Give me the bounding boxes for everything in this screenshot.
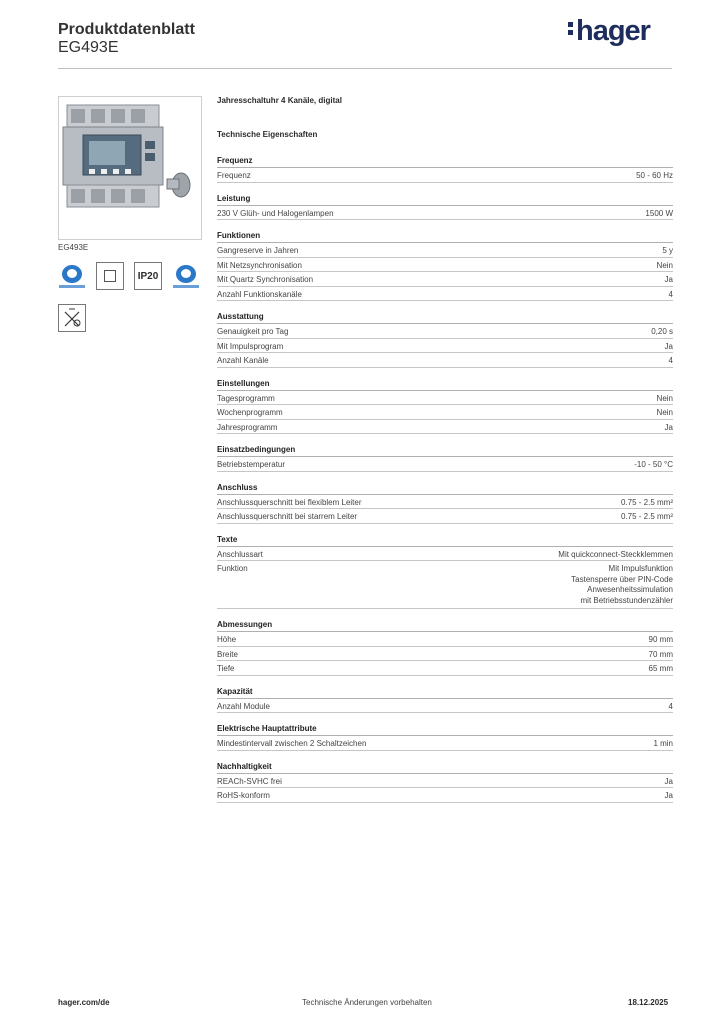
spec-label: Anschlussart bbox=[217, 549, 263, 559]
section-heading: Anschluss bbox=[217, 483, 673, 495]
quickconnect-icon-2 bbox=[172, 262, 200, 290]
spec-value: 0.75 - 2.5 mm² bbox=[620, 497, 673, 507]
spec-value: Ja bbox=[664, 776, 673, 786]
spec-label: Wochenprogramm bbox=[217, 408, 283, 417]
spec-row bbox=[217, 774, 673, 789]
spec-label: REACh-SVHC frei bbox=[217, 776, 282, 786]
spec-row bbox=[217, 258, 673, 273]
spec-value: 70 mm bbox=[648, 649, 673, 659]
spec-row bbox=[217, 287, 673, 302]
spec-value: Ja bbox=[664, 275, 673, 284]
spec-value: 1 min bbox=[653, 739, 673, 748]
spec-label: Anschlussquerschnitt bei starrem Leiter bbox=[217, 512, 358, 521]
spec-value: 4 bbox=[668, 356, 673, 365]
spec-row bbox=[217, 206, 673, 221]
spec-value-line: mit Betriebsstundenzähler bbox=[580, 595, 673, 605]
spec-section bbox=[217, 312, 673, 368]
double-insulation-icon bbox=[96, 262, 124, 290]
spec-row bbox=[217, 339, 673, 354]
spec-label: 230 V Glüh- und Halogenlampen bbox=[217, 208, 334, 218]
logo-dots-icon bbox=[568, 19, 574, 38]
spec-value-line: Tastensperre über PIN-Code bbox=[571, 574, 673, 584]
page-title: Produktdatenblatt bbox=[58, 21, 195, 38]
section-heading: Leistung bbox=[217, 194, 673, 206]
spec-value: 0,20 s bbox=[651, 327, 673, 336]
spec-label: Mit Netzsynchronisation bbox=[217, 260, 302, 270]
spec-value: Nein bbox=[656, 393, 673, 403]
spec-label: RoHS-konform bbox=[217, 791, 270, 800]
spec-row bbox=[217, 509, 673, 524]
spec-label: Breite bbox=[217, 649, 238, 659]
spec-row bbox=[217, 405, 673, 420]
spec-row bbox=[217, 353, 673, 368]
spec-label: Anzahl Module bbox=[217, 701, 270, 711]
spec-section bbox=[217, 156, 673, 183]
spec-row bbox=[217, 632, 673, 647]
spec-section bbox=[217, 483, 673, 524]
spec-value: Ja bbox=[664, 791, 673, 800]
spec-value: Nein bbox=[656, 260, 673, 270]
spec-label: Anzahl Kanäle bbox=[217, 356, 269, 365]
spec-value-line: Mit Impulsfunktion bbox=[608, 564, 673, 573]
section-heading: Funktionen bbox=[217, 231, 673, 243]
spec-value: 1500 W bbox=[645, 208, 673, 218]
section-heading: Kapazität bbox=[217, 687, 673, 699]
image-caption: EG493E bbox=[58, 243, 89, 252]
spec-value: 90 mm bbox=[648, 635, 673, 644]
spec-row bbox=[217, 661, 673, 676]
spec-label: Anzahl Funktionskanäle bbox=[217, 289, 302, 299]
spec-label: Mit Impulsprogram bbox=[217, 341, 284, 351]
spec-section bbox=[217, 620, 673, 676]
tech-properties-heading: Technische Eigenschaften bbox=[217, 130, 318, 139]
spec-value: 50 - 60 Hz bbox=[636, 171, 673, 180]
section-heading: Ausstattung bbox=[217, 312, 673, 324]
spec-sections bbox=[217, 156, 673, 814]
certification-badges bbox=[58, 262, 200, 290]
spec-label: Betriebstemperatur bbox=[217, 460, 286, 469]
spec-row bbox=[217, 243, 673, 258]
brand-logo: hager bbox=[568, 15, 650, 48]
spec-label: Gangreserve in Jahren bbox=[217, 246, 299, 255]
spec-section bbox=[217, 535, 673, 610]
spec-value bbox=[571, 564, 673, 606]
timer-device-icon bbox=[59, 97, 201, 239]
spec-section bbox=[217, 379, 673, 435]
spec-value: 65 mm bbox=[648, 664, 673, 673]
spec-section bbox=[217, 724, 673, 751]
section-heading: Frequenz bbox=[217, 156, 673, 168]
footer-notice: Technische Änderungen vorbehalten bbox=[302, 998, 432, 1007]
spec-value: 4 bbox=[668, 701, 673, 711]
spec-label: Anschlussquerschnitt bei flexiblem Leiter bbox=[217, 497, 362, 507]
spec-section bbox=[217, 231, 673, 301]
spec-label: Tiefe bbox=[217, 664, 235, 673]
product-code: EG493E bbox=[58, 39, 119, 56]
spec-row bbox=[217, 420, 673, 435]
spec-row bbox=[217, 168, 673, 183]
section-heading: Elektrische Hauptattribute bbox=[217, 724, 673, 736]
ip-rating-badge: IP20 bbox=[134, 262, 162, 290]
spec-row bbox=[217, 699, 673, 714]
spec-row bbox=[217, 788, 673, 803]
spec-label: Mit Quartz Synchronisation bbox=[217, 275, 314, 284]
section-heading: Texte bbox=[217, 535, 673, 547]
spec-row bbox=[217, 324, 673, 339]
spec-label: Tagesprogramm bbox=[217, 393, 275, 403]
spec-row bbox=[217, 736, 673, 751]
section-heading: Einstellungen bbox=[217, 379, 673, 391]
quickconnect-icon bbox=[58, 262, 86, 290]
header-divider bbox=[58, 68, 672, 69]
spec-row bbox=[217, 547, 673, 562]
spec-section bbox=[217, 194, 673, 221]
spec-value-line: Anwesenheitssimulation bbox=[587, 585, 673, 594]
disposal-symbol-icon bbox=[58, 304, 86, 332]
footer-website: hager.com/de bbox=[58, 998, 110, 1007]
spec-label: Funktion bbox=[217, 564, 248, 573]
spec-value: Ja bbox=[664, 341, 673, 351]
spec-value: 5 y bbox=[662, 246, 673, 255]
spec-row bbox=[217, 272, 673, 287]
spec-row bbox=[217, 457, 673, 472]
spec-label: Jahresprogramm bbox=[217, 422, 278, 432]
spec-section bbox=[217, 445, 673, 472]
product-image bbox=[58, 96, 202, 240]
spec-section bbox=[217, 762, 673, 803]
spec-section bbox=[217, 687, 673, 714]
section-heading: Einsatzbedingungen bbox=[217, 445, 673, 457]
footer-date: 18.12.2025 bbox=[628, 998, 669, 1007]
spec-value: 0.75 - 2.5 mm² bbox=[620, 512, 673, 521]
spec-value: Ja bbox=[664, 422, 673, 432]
spec-value: Mit quickconnect-Steckklemmen bbox=[558, 549, 673, 559]
spec-label: Höhe bbox=[217, 635, 237, 644]
spec-value: Nein bbox=[656, 408, 673, 417]
spec-row bbox=[217, 561, 673, 609]
spec-label: Frequenz bbox=[217, 171, 251, 180]
spec-value: -10 - 50 °C bbox=[634, 460, 673, 469]
spec-row bbox=[217, 495, 673, 510]
section-heading: Nachhaltigkeit bbox=[217, 762, 673, 774]
spec-row bbox=[217, 647, 673, 662]
spec-label: Genauigkeit pro Tag bbox=[217, 327, 289, 336]
product-description: Jahresschaltuhr 4 Kanäle, digital bbox=[217, 96, 342, 105]
section-heading: Abmessungen bbox=[217, 620, 673, 632]
spec-value: 4 bbox=[668, 289, 673, 299]
spec-row bbox=[217, 391, 673, 406]
spec-label: Mindestintervall zwischen 2 Schaltzeichen bbox=[217, 739, 367, 748]
